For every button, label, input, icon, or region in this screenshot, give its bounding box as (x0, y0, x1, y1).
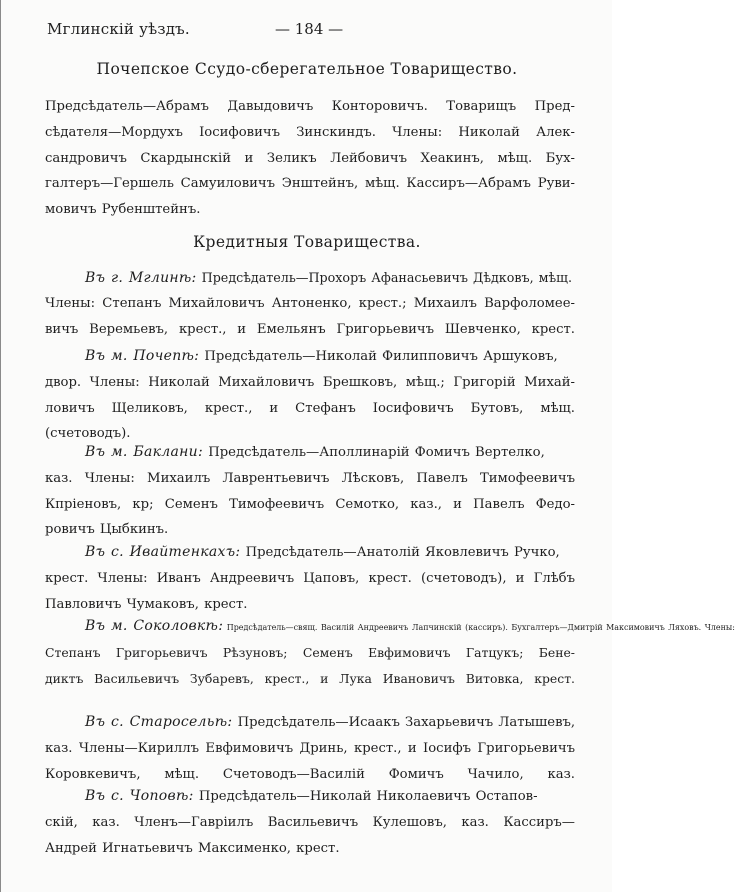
text-line: Предсѣдатель—Николай Николаевичъ Остапов- (198, 789, 538, 804)
text-line: диктъ Васильевичъ Зубаревъ, крест., и Лука Ивановичъ Витовка, крест. (45, 670, 575, 686)
text-line: скій, каз. Членъ—Гавріилъ Васильевичъ Кулешовъ, каз. Кассиръ— (45, 814, 575, 830)
place-name: Въ м. Соколовкѣ: (85, 618, 224, 634)
credit-paragraph-ivaytenki (45, 540, 575, 617)
place-name: Въ с. Старосельѣ: (85, 714, 233, 730)
text-line: Предсѣдатель—свящ. Василій Андреевичъ Лапчинскій (кассиръ). Бухгалтеръ—Дмитрій Максимовичъ Ляховъ. Члены: (226, 623, 735, 632)
text-line: Предсѣдатель—Прохоръ Афанасьевичъ Дѣдковъ, мѣщ. (201, 270, 573, 285)
page-header (47, 20, 552, 44)
credit-paragraph-starosele (45, 710, 575, 787)
text-line: сандровичъ Скардынскій и Зеликъ Лейбовичъ Хеакинъ, мѣщ. Бух- (45, 150, 575, 166)
text-line: сѣдателя—Мордухъ Іосифовичъ Зинскиндъ. Члены: Николай Алек- (45, 124, 575, 140)
text-line: Предсѣдатель—Аполлинарій Фомичъ Вертелко, (208, 445, 545, 460)
text-line: каз. Члены: Михаилъ Лаврентьевичъ Лѣсковъ, Павелъ Тимофеевичъ (45, 470, 575, 486)
text-line: Предсѣдатель—Николай Филипповичъ Аршуковъ, (204, 349, 558, 364)
credit-paragraph-baklan (45, 440, 575, 543)
text-line: галтеръ—Гершель Самуиловичъ Энштейнъ, мѣщ. Кассиръ—Абрамъ Руви- (45, 176, 575, 192)
text-line: Предсѣдатель—Исаакъ Захарьевичъ Латышевъ, (237, 715, 576, 730)
text-line: Степанъ Григорьевичъ Рѣзуновъ; Семенъ Евфимовичъ Гатцукъ; Бене- (45, 644, 575, 660)
text-line: мовичъ Рубенштейнъ. (45, 202, 201, 218)
text-line: двор. Члены: Николай Михайловичъ Брешковъ, мѣщ.; Григорій Михай- (45, 374, 575, 390)
text-line: Андрей Игнатьевичъ Максименко, крест. (45, 840, 340, 856)
running-head: Мглинскій уѣздъ. (47, 20, 190, 38)
text-line: Кпріеновъ, кр; Семенъ Тимофеевичъ Семотко, каз., и Павелъ Федо- (45, 496, 575, 512)
text-line: ровичъ Цыбкинъ. (45, 522, 169, 538)
text-line: ловичъ Щеликовъ, крест., и Стефанъ Іосифовичъ Бутовъ, мѣщ. (45, 400, 575, 416)
page-number: — 184 — (275, 20, 344, 38)
text-line: каз. Члены—Кириллъ Евфимовичъ Дринь, крест., и Іосифъ Григорьевичъ (45, 740, 575, 756)
text-line: вичъ Веремьевъ, крест., и Емельянъ Григорьевичъ Шевченко, крест. (45, 321, 575, 337)
credit-paragraph-chopovo (45, 784, 575, 861)
text-line: Предсѣдатель—Анатолій Яковлевичъ Ручко, (245, 545, 560, 560)
credit-paragraph-mglin (45, 265, 575, 342)
place-name: Въ г. Мглинѣ: (85, 270, 197, 286)
credit-paragraph-sokolovka (45, 614, 735, 691)
text-line: Предсѣдатель—Абрамъ Давыдовичъ Конторовичъ. Товарищъ Пред- (45, 99, 575, 114)
savings-paragraph (45, 94, 575, 223)
text-line: Павловичъ Чумаковъ, крест. (45, 596, 248, 612)
text-line: Коровкевичъ, мѣщ. Счетоводъ—Василій Фомичъ Чачило, каз. (45, 766, 575, 782)
section-title-savings: Почепское Ссудо-сберегательное Товарищество. (96, 60, 518, 78)
place-name: Въ с. Ивайтенкахъ: (85, 544, 241, 560)
place-name: Въ с. Чоповѣ: (85, 788, 194, 804)
section-title-credit: Кредитныя Товарищества. (193, 233, 421, 251)
credit-paragraph-pochep (45, 344, 575, 447)
place-name: Въ м. Баклани: (85, 444, 203, 460)
text-line: (счетоводъ). (45, 426, 131, 442)
place-name: Въ м. Почепѣ: (85, 348, 200, 364)
text-line: Члены: Степанъ Михайловичъ Антоненко, крест.; Михаилъ Варфоломее- (45, 295, 575, 311)
text-line: крест. Члены: Иванъ Андреевичъ Цаповъ, крест. (счетоводъ), и Глѣбъ (45, 570, 575, 586)
